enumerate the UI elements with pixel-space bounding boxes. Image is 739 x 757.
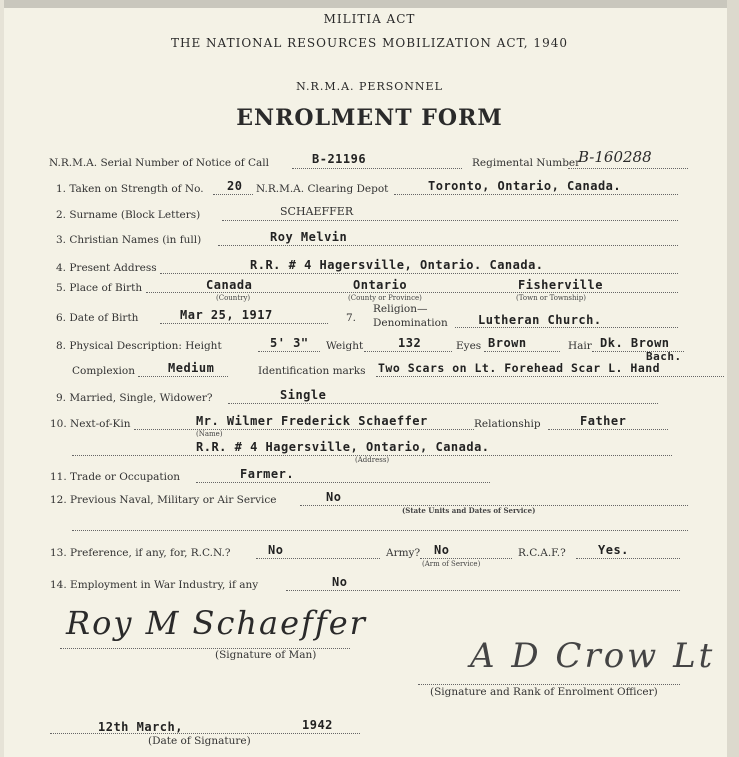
- officer-signature: A D Crow Lt: [470, 636, 716, 676]
- marks-value: Two Scars on Lt. Forehead Scar L. Hand: [378, 361, 661, 375]
- birth-country-caption: (Country): [216, 294, 251, 302]
- rcn-line: [256, 558, 380, 559]
- army-label: Army?: [386, 547, 421, 559]
- birth-town-caption: (Town or Township): [516, 294, 586, 302]
- act-heading: MILITIA ACT: [323, 12, 416, 26]
- next-of-kin-address-caption: (Address): [355, 456, 390, 464]
- depot-label: N.R.M.A. Clearing Depot: [256, 183, 389, 195]
- war-industry-label: 14. Employment in War Industry, if any: [50, 579, 259, 591]
- weight-line: [364, 351, 452, 352]
- eyes-label: Eyes: [456, 340, 482, 352]
- christian-names-value: Roy Melvin: [270, 230, 348, 244]
- birth-county-caption: (County or Province): [348, 294, 422, 302]
- next-of-kin-caption: (Name): [196, 430, 223, 438]
- previous-service-caption: (State Units and Dates of Service): [402, 506, 536, 515]
- eyes-value: Brown: [488, 336, 527, 350]
- next-of-kin-value: Mr. Wilmer Frederick Schaeffer: [196, 414, 428, 428]
- relationship-line: [548, 429, 668, 430]
- eyes-line: [484, 351, 560, 352]
- marks-line: [376, 376, 724, 377]
- previous-service-value: No: [326, 490, 342, 504]
- rcaf-label: R.C.A.F.?: [518, 547, 566, 559]
- serial-line: [292, 168, 462, 169]
- hair-label: Hair: [568, 340, 592, 352]
- rcn-value: No: [268, 543, 284, 557]
- subact-heading: THE NATIONAL RESOURCES MOBILIZATION ACT, 1940: [171, 36, 568, 50]
- christian-names-label: 3. Christian Names (in full): [56, 234, 202, 246]
- army-value: No: [434, 543, 450, 557]
- date-of-signature-value: 12th March,: [98, 720, 183, 734]
- man-signature: Roy M Schaeffer: [66, 604, 367, 642]
- rcaf-line: [576, 558, 680, 559]
- marks-extra-value: Bach.: [646, 350, 682, 363]
- trade-label: 11. Trade or Occupation: [50, 471, 181, 483]
- trade-value: Farmer.: [240, 467, 295, 481]
- marital-label: 9. Married, Single, Widower?: [56, 392, 213, 404]
- previous-service-label: 12. Previous Naval, Military or Air Service: [50, 494, 277, 506]
- denomination-line: [455, 327, 678, 328]
- birth-county-value: Ontario: [353, 278, 408, 292]
- marks-label: Identification marks: [258, 365, 366, 377]
- war-industry-value: No: [332, 575, 348, 589]
- scan-edge-top: [0, 0, 739, 8]
- place-of-birth-label: 5. Place of Birth: [56, 282, 143, 294]
- relationship-label: Relationship: [474, 418, 541, 430]
- surname-line: [222, 220, 678, 221]
- taken-number-line: [213, 194, 253, 195]
- date-of-signature-caption: (Date of Signature): [148, 735, 251, 747]
- marital-value: Single: [280, 388, 327, 402]
- denomination-value: Lutheran Church.: [478, 313, 602, 327]
- surname-value: SCHAEFFER: [280, 205, 354, 218]
- regimental-label: Regimental Number: [472, 157, 581, 169]
- war-industry-line: [286, 590, 680, 591]
- present-address-value: R.R. # 4 Hagersville, Ontario. Canada.: [250, 258, 544, 272]
- next-of-kin-line: [134, 429, 474, 430]
- serial-label: N.R.M.A. Serial Number of Notice of Call: [49, 157, 270, 169]
- officer-signature-caption: (Signature and Rank of Enrolment Officer): [430, 686, 658, 698]
- date-of-birth-value: Mar 25, 1917: [180, 308, 273, 322]
- taken-on-strength-label: 1. Taken on Strength of No.: [56, 183, 204, 195]
- complexion-label: Complexion: [72, 365, 135, 377]
- present-address-line: [160, 273, 678, 274]
- marital-line: [228, 403, 658, 404]
- date-of-signature-year: 1942: [302, 718, 333, 732]
- birth-town-value: Fisherville: [518, 278, 603, 292]
- depot-value: Toronto, Ontario, Canada.: [428, 179, 622, 193]
- weight-label: Weight: [326, 340, 364, 352]
- height-value: 5' 3": [270, 336, 309, 350]
- surname-label: 2. Surname (Block Letters): [56, 209, 201, 221]
- previous-service-line-2: [72, 530, 688, 531]
- serial-value: B-21196: [312, 152, 367, 166]
- complexion-line: [138, 376, 228, 377]
- weight-value: 132: [398, 336, 422, 350]
- regimental-value: B-160288: [578, 148, 652, 166]
- man-signature-caption: (Signature of Man): [215, 649, 317, 661]
- officer-signature-line: [418, 684, 680, 685]
- hair-value: Dk. Brown: [600, 336, 670, 350]
- birth-country-value: Canada: [206, 278, 253, 292]
- depot-line: [394, 194, 678, 195]
- religion-number: 7.: [346, 312, 357, 324]
- christian-names-line: [218, 245, 678, 246]
- trade-line: [196, 482, 490, 483]
- relationship-value: Father: [580, 414, 627, 428]
- religion-label: Religion—: [373, 303, 428, 315]
- denomination-label: Denomination: [373, 317, 448, 329]
- height-line: [258, 351, 320, 352]
- taken-number-value: 20: [227, 179, 243, 193]
- date-of-signature-line: [50, 733, 360, 734]
- next-of-kin-address-value: R.R. # 4 Hagersville, Ontario, Canada.: [196, 440, 490, 454]
- army-caption: (Arm of Service): [422, 560, 481, 568]
- physical-label: 8. Physical Description: Height: [56, 340, 222, 352]
- rcaf-value: Yes.: [598, 543, 629, 557]
- personnel-heading: N.R.M.A. PERSONNEL: [296, 80, 443, 93]
- complexion-value: Medium: [168, 361, 215, 375]
- date-of-birth-line: [160, 323, 328, 324]
- regimental-line: [568, 168, 688, 169]
- place-of-birth-line: [146, 292, 678, 293]
- present-address-label: 4. Present Address: [56, 262, 157, 274]
- date-of-birth-label: 6. Date of Birth: [56, 312, 139, 324]
- army-line: [420, 558, 512, 559]
- page-title: ENROLMENT FORM: [236, 105, 503, 131]
- next-of-kin-label: 10. Next-of-Kin: [50, 418, 131, 430]
- preference-label: 13. Preference, if any, for, R.C.N.?: [50, 547, 231, 559]
